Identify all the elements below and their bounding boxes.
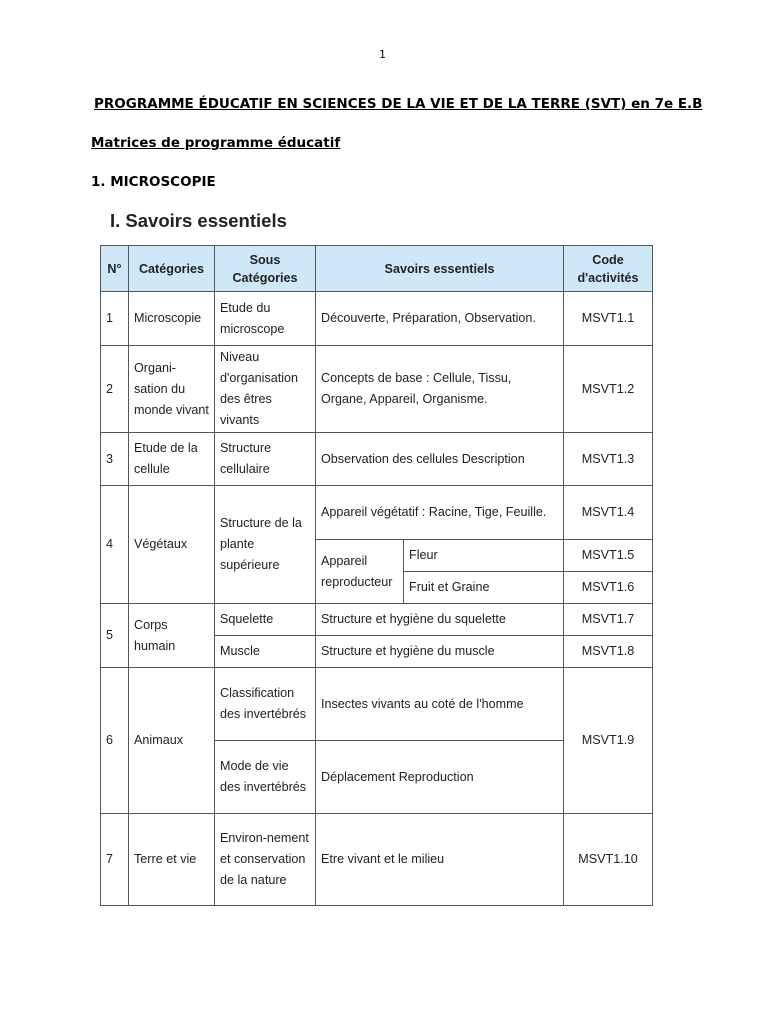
document-subtitle: Matrices de programme éducatif	[91, 135, 341, 151]
table-row	[101, 604, 653, 636]
row-categorie: Végétaux	[129, 486, 215, 604]
row-savoir: Déplacement Reproduction	[316, 741, 564, 814]
row-code: MSVT1.3	[564, 433, 653, 486]
header-code: Code d'activités	[564, 246, 653, 292]
header-savoirs: Savoirs essentiels	[316, 246, 564, 292]
row-savoir: Découverte, Préparation, Observation.	[316, 292, 564, 346]
row-sous-categorie: Muscle	[215, 636, 316, 668]
row-sous-categorie: Squelette	[215, 604, 316, 636]
row-code: MSVT1.1	[564, 292, 653, 346]
table-row	[101, 433, 653, 486]
row-savoir-group: Appareil reproducteur	[316, 540, 404, 604]
row-categorie: Animaux	[129, 668, 215, 814]
row-number: 6	[101, 668, 129, 814]
row-code: MSVT1.10	[564, 814, 653, 906]
row-number: 5	[101, 604, 129, 668]
row-code: MSVT1.7	[564, 604, 653, 636]
row-categorie: Terre et vie	[129, 814, 215, 906]
table-row	[101, 668, 653, 741]
row-sous-categorie: Classification des invertébrés	[215, 668, 316, 741]
row-number: 4	[101, 486, 129, 604]
header-sous-categories: Sous Catégories	[215, 246, 316, 292]
row-code: MSVT1.9	[564, 668, 653, 814]
row-savoir: Insectes vivants au coté de l'homme	[316, 668, 564, 741]
row-savoir: Concepts de base : Cellule, Tissu, Organe, Appareil, Organisme.	[316, 346, 564, 433]
table-heading: I. Savoirs essentiels	[110, 210, 287, 231]
section-heading: 1. MICROSCOPIE	[91, 174, 216, 190]
row-categorie: Organi-sation du monde vivant	[129, 346, 215, 433]
row-number: 2	[101, 346, 129, 433]
row-sous-categorie: Niveau d'organisation des êtres vivants	[215, 346, 316, 433]
row-categorie: Microscopie	[129, 292, 215, 346]
row-code: MSVT1.4	[564, 486, 653, 540]
row-savoir: Structure et hygiène du squelette	[316, 604, 564, 636]
row-code: MSVT1.5	[564, 540, 653, 572]
row-categorie: Corps humain	[129, 604, 215, 668]
row-sous-categorie: Structure cellulaire	[215, 433, 316, 486]
row-sous-categorie: Environ-nement et conservation de la nature	[215, 814, 316, 906]
row-number: 7	[101, 814, 129, 906]
row-code: MSVT1.6	[564, 572, 653, 604]
document-title: PROGRAMME ÉDUCATIF EN SCIENCES DE LA VIE ET DE LA TERRE (SVT) en 7e E.B	[94, 96, 703, 112]
header-categories: Catégories	[129, 246, 215, 292]
row-savoir: Appareil végétatif : Racine, Tige, Feuille.	[316, 486, 564, 540]
row-sous-categorie: Mode de vie des invertébrés	[215, 741, 316, 814]
table-row	[101, 346, 653, 433]
row-sous-categorie: Etude du microscope	[215, 292, 316, 346]
row-code: MSVT1.2	[564, 346, 653, 433]
row-savoir: Etre vivant et le milieu	[316, 814, 564, 906]
table-row	[101, 292, 653, 346]
table-row	[101, 486, 653, 540]
row-sous-categorie: Structure de la plante supérieure	[215, 486, 316, 604]
header-num: N°	[101, 246, 129, 292]
table-header-row	[101, 246, 653, 292]
row-savoir: Observation des cellules Description	[316, 433, 564, 486]
row-number: 3	[101, 433, 129, 486]
row-savoir-detail: Fruit et Graine	[404, 572, 564, 604]
savoirs-table	[100, 245, 653, 906]
row-savoir: Structure et hygiène du muscle	[316, 636, 564, 668]
row-code: MSVT1.8	[564, 636, 653, 668]
row-categorie: Etude de la cellule	[129, 433, 215, 486]
row-savoir-detail: Fleur	[404, 540, 564, 572]
row-number: 1	[101, 292, 129, 346]
table-row	[101, 814, 653, 906]
page-number: 1	[379, 48, 386, 61]
